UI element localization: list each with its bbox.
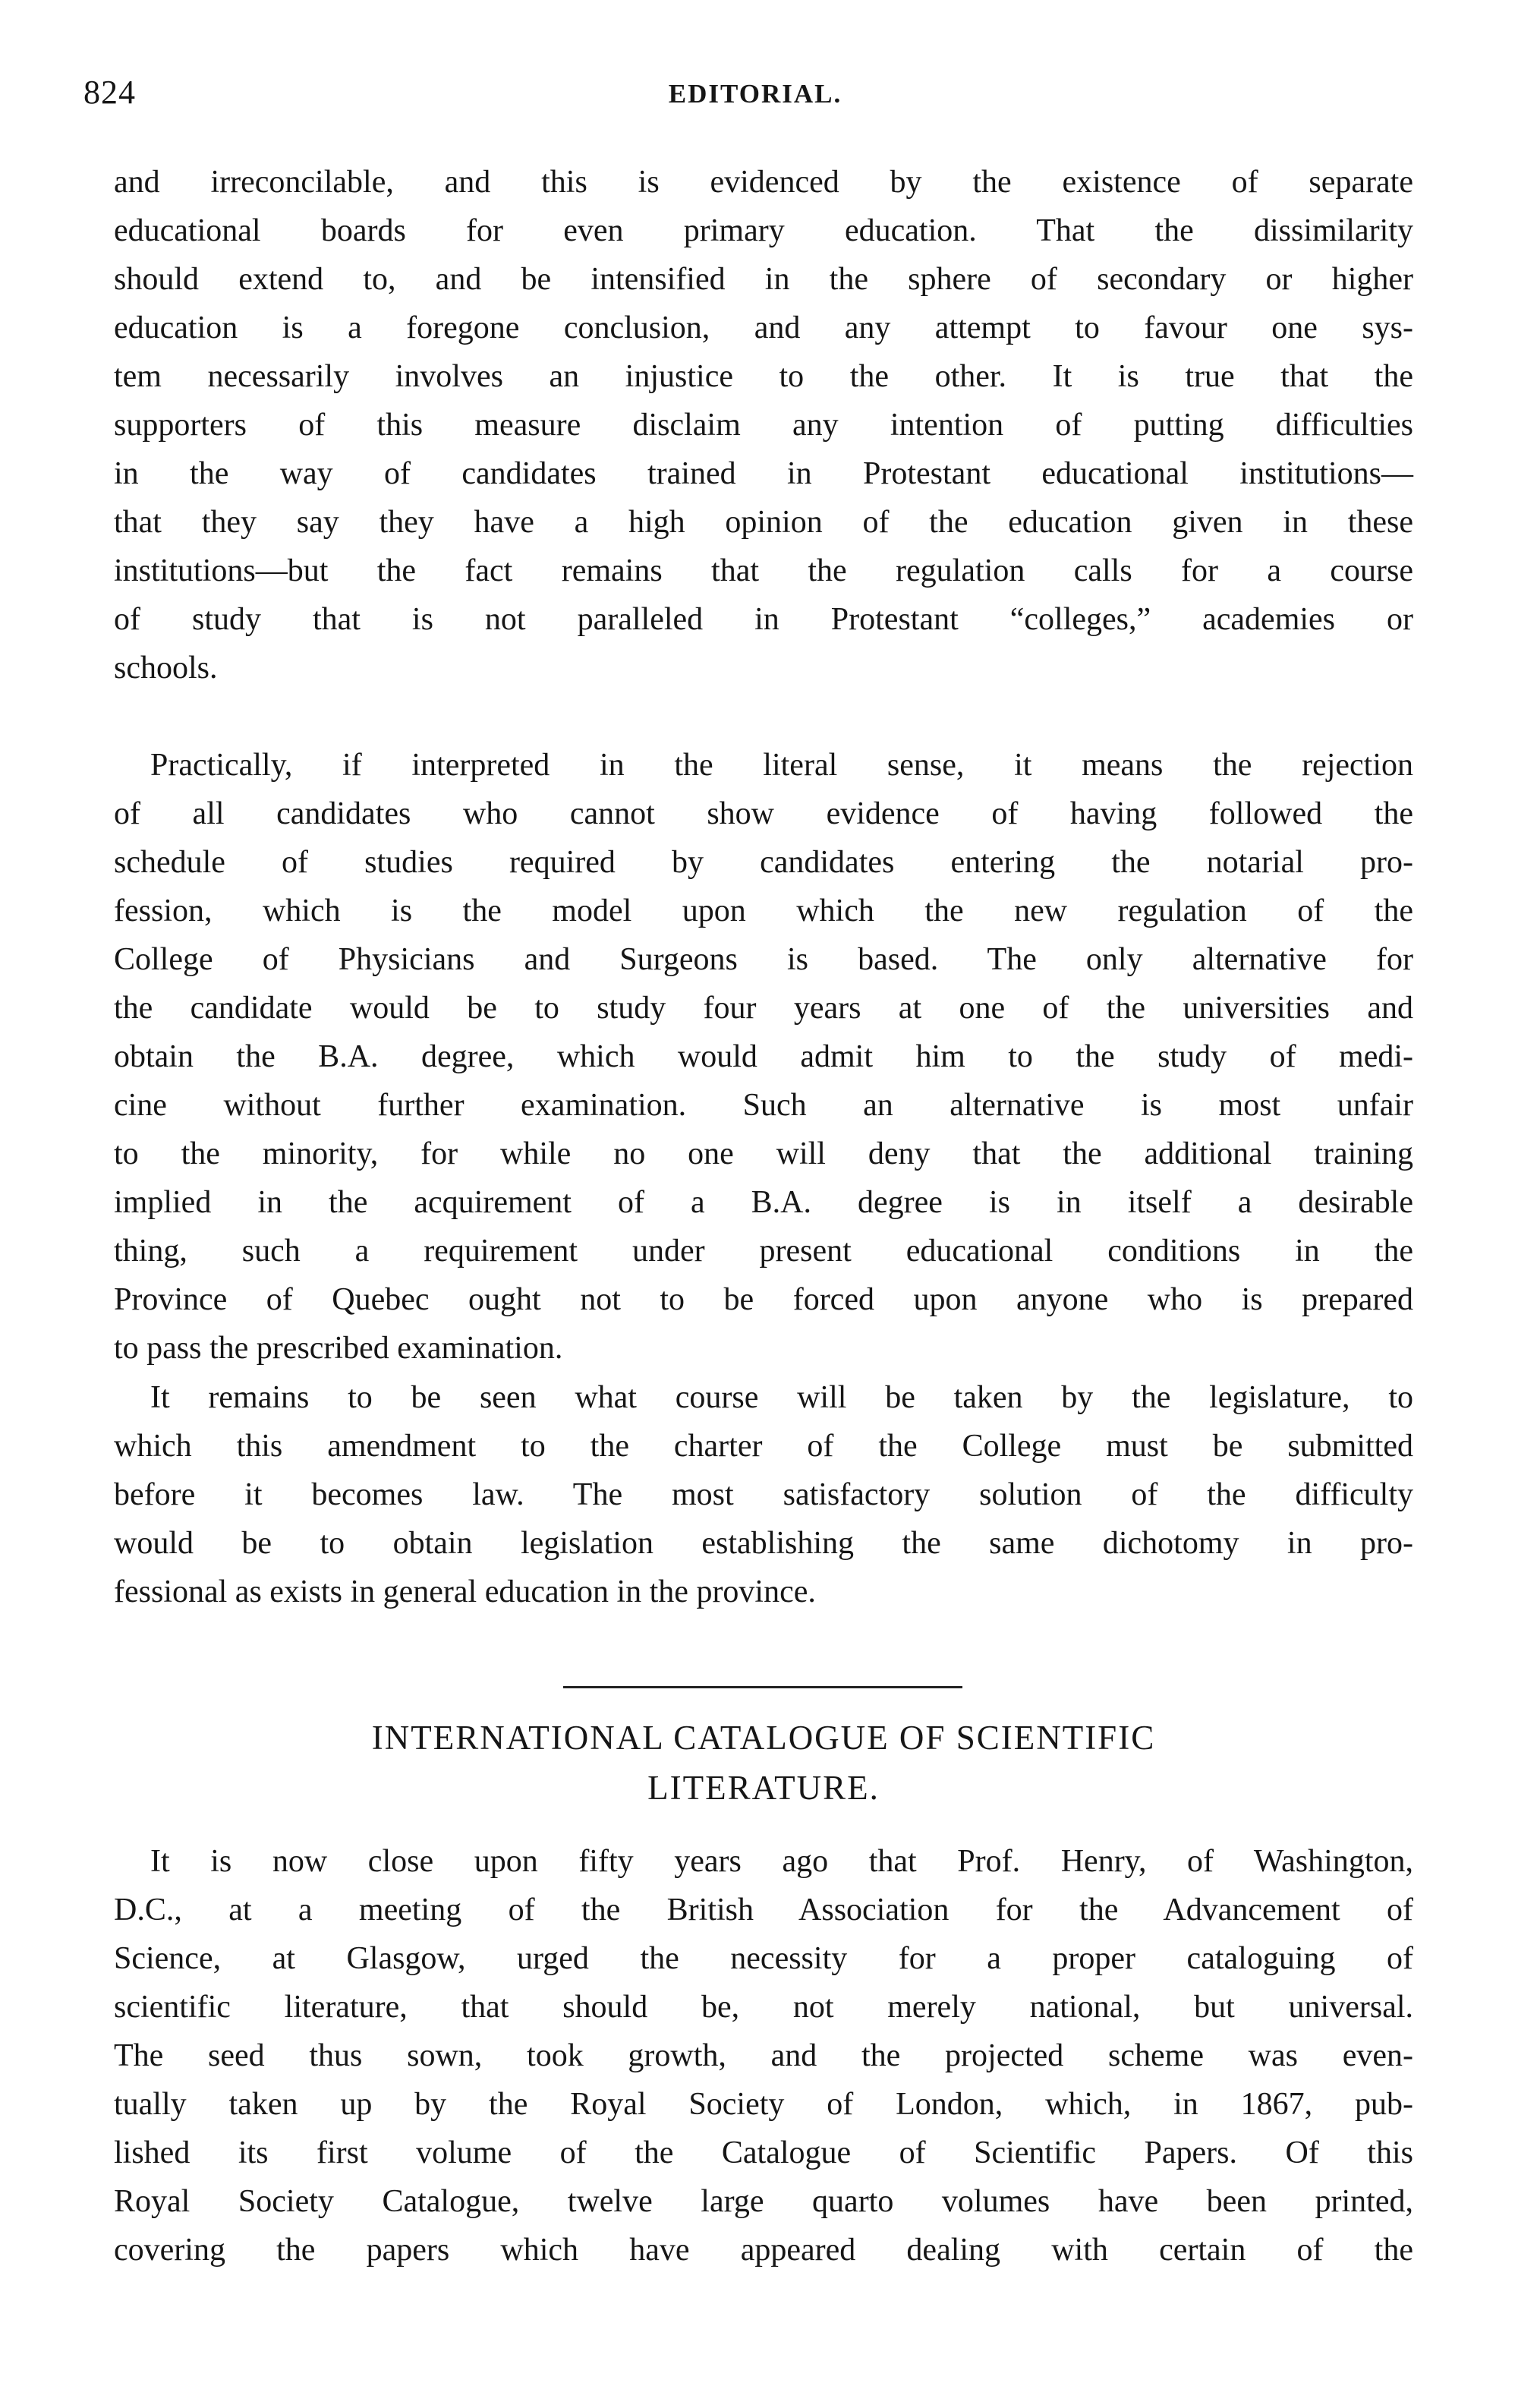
text-line: in the way of candidates trained in Protestant educational institutions— [114,456,1413,491]
section-title-line: INTERNATIONAL CATALOGUE OF SCIENTIFIC [371,1719,1156,1757]
text-line: supporters of this measure disclaim any intention of putting difficulties [114,408,1413,443]
text-line: education is a foregone conclusion, and any attempt to favour one sys- [114,310,1413,345]
text-line: Practically, if interpreted in the literal sense, it means the rejection [150,748,1413,783]
text-line: Province of Quebec ought not to be forced upon anyone who is prepared [114,1282,1413,1317]
text-line: Royal Society Catalogue, twelve large quarto volumes have been printed, [114,2184,1413,2219]
text-line: the candidate would be to study four years at one of the universities and [114,991,1413,1026]
text-line: schedule of studies required by candidates entering the notarial pro- [114,845,1413,880]
text-line: would be to obtain legislation establishing the same dichotomy in pro- [114,1526,1413,1561]
section-divider [563,1686,962,1688]
text-line: of study that is not paralleled in Protestant “colleges,” academies or [114,602,1413,637]
text-line: tually taken up by the Royal Society of London, which, in 1867, pub- [114,2087,1413,2122]
text-line: scientific literature, that should be, not merely national, but universal. [114,1990,1413,2025]
text-line: should extend to, and be intensified in the sphere of secondary or higher [114,262,1413,297]
section-paragraph [114,1837,1413,2274]
text-line: institutions—but the fact remains that the regulation calls for a course [114,553,1413,588]
text-line: to the minority, for while no one will deny that the additional training [114,1136,1413,1171]
text-line: College of Physicians and Surgeons is based. The only alternative for [114,942,1413,977]
text-line: thing, such a requirement under present educational conditions in the [114,1234,1413,1269]
text-line: D.C., at a meeting of the British Association for the Advancement of [114,1893,1413,1927]
running-head: EDITORIAL. [668,79,842,109]
text-line: which this amendment to the charter of the College must be submitted [114,1429,1413,1464]
text-line: cine without further examination. Such an alternative is most unfair [114,1088,1413,1123]
text-line: fession, which is the model upon which the new regulation of the [114,894,1413,928]
page-number: 824 [83,74,136,111]
text-line: to pass the prescribed examination. [114,1331,563,1366]
text-line: before it becomes law. The most satisfactory solution of the difficulty [114,1477,1413,1512]
text-line: Science, at Glasgow, urged the necessity for a proper cataloguing of [114,1941,1413,1976]
text-line: educational boards for even primary education. That the dissimilarity [114,213,1413,248]
text-line: lished its first volume of the Catalogue of Scientific Papers. Of this [114,2135,1413,2170]
section-title-line: LITERATURE. [647,1769,880,1807]
text-line: The seed thus sown, took growth, and the projected scheme was even- [114,2038,1413,2073]
text-line: obtain the B.A. degree, which would admit him to the study of medi- [114,1039,1413,1074]
text-line: schools. [114,651,218,686]
text-line: fessional as exists in general education in the province. [114,1574,816,1609]
text-line: that they say they have a high opinion of the education given in these [114,505,1413,540]
paragraph-3 [114,1373,1413,1616]
paragraph-2 [114,741,1413,1373]
text-line: and irreconcilable, and this is evidenced by the existence of separate [114,165,1413,200]
text-line: of all candidates who cannot show evidence of having followed the [114,796,1413,831]
paragraph-1 [114,158,1413,692]
text-line: tem necessarily involves an injustice to the other. It is true that the [114,359,1413,394]
text-line: It remains to be seen what course will be taken by the legislature, to [150,1380,1413,1415]
text-line: covering the papers which have appeared dealing with certain of the [114,2233,1413,2268]
text-line: It is now close upon fifty years ago that Prof. Henry, of Washington, [150,1844,1413,1879]
section-title [114,1713,1413,1813]
page-header [83,70,1427,123]
text-line: implied in the acquirement of a B.A. degree is in itself a desirable [114,1185,1413,1220]
